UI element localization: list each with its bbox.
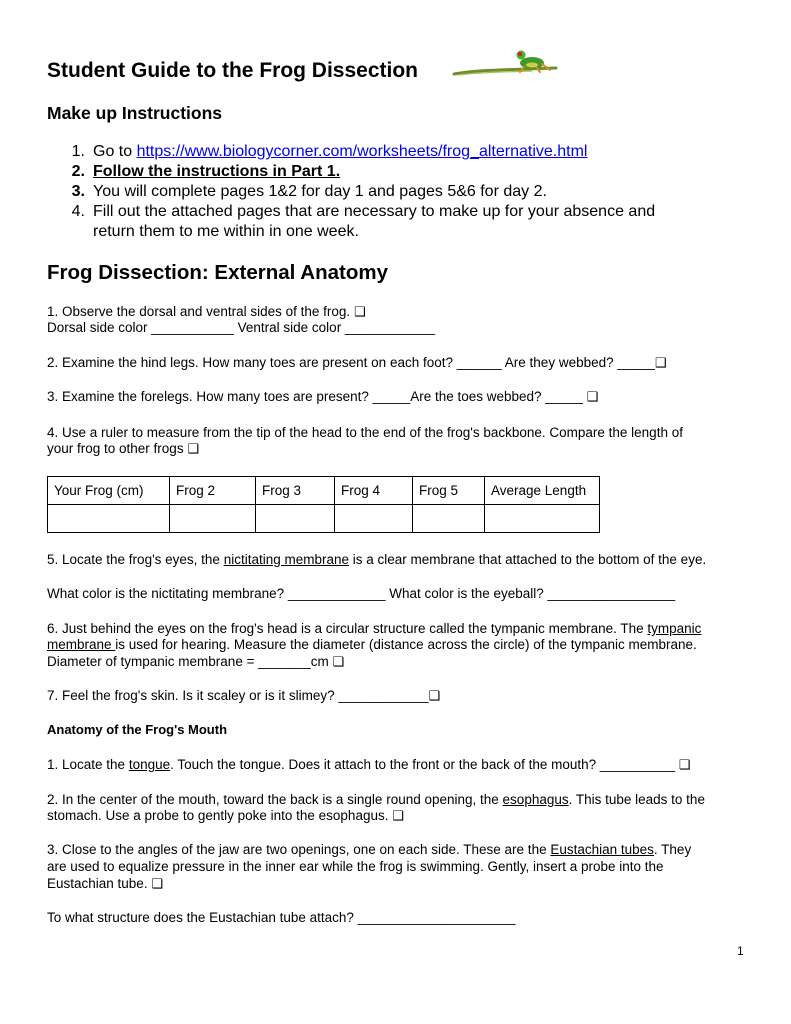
table-input-cell[interactable] bbox=[485, 505, 600, 533]
question-text: 6. Just behind the eyes on the frog's head is a circular structure called the tympanic membrane. The bbox=[47, 621, 648, 636]
makeup-list bbox=[47, 142, 747, 242]
question-text: is used for hearing. Measure the diameter (distance across the circle) of the tympanic membrane. bbox=[115, 637, 697, 652]
list-text: Fill out the attached pages that are necessary to make up for your absence and bbox=[93, 203, 656, 220]
table-header-row bbox=[48, 477, 600, 505]
table-input-cell[interactable] bbox=[48, 505, 170, 533]
checkbox-icon[interactable]: ❑ bbox=[678, 758, 691, 773]
list-item bbox=[47, 142, 747, 162]
question-text: is a clear membrane that attached to the bottom of the eye. bbox=[349, 552, 707, 567]
checkbox-icon[interactable]: ❑ bbox=[392, 809, 404, 824]
checkbox-icon[interactable]: ❑ bbox=[151, 877, 163, 892]
question-text: 1. Locate the bbox=[47, 757, 129, 772]
question-text: your frog to other frogs bbox=[47, 441, 184, 456]
table-input-cell[interactable] bbox=[256, 505, 335, 533]
question-text: 2. In the center of the mouth, toward the back is a single round opening, the bbox=[47, 792, 503, 807]
question-7 bbox=[47, 688, 440, 706]
table-header-cell: Frog 3 bbox=[256, 477, 335, 505]
mouth-question-3-continued-2 bbox=[47, 876, 163, 894]
list-item bbox=[47, 182, 747, 202]
section-heading-external: Frog Dissection: External Anatomy bbox=[47, 261, 388, 284]
table-input-cell[interactable] bbox=[335, 505, 413, 533]
question-6-answer-line bbox=[47, 654, 344, 672]
question-text: Eustachian tube. bbox=[47, 876, 148, 891]
question-text: 3. Examine the forelegs. How many toes are present? _____Are the toes webbed? _____ bbox=[47, 389, 583, 404]
makeup-heading: Make up Instructions bbox=[47, 103, 223, 123]
checkbox-icon[interactable]: ❑ bbox=[428, 689, 441, 704]
question-5 bbox=[47, 552, 706, 569]
mouth-question-3-continued: are used to equalize pressure in the inner ear while the frog is swimming. Gently, insert a probe into the bbox=[47, 859, 664, 874]
table-input-cell[interactable] bbox=[413, 505, 485, 533]
table-header-cell: Your Frog (cm) bbox=[48, 477, 170, 505]
list-text: You will complete pages 1&2 for day 1 and pages 5&6 for day 2. bbox=[93, 183, 547, 200]
table-header-cell: Frog 2 bbox=[170, 477, 256, 505]
key-term: tongue bbox=[128, 757, 171, 772]
list-number: 3. bbox=[71, 183, 85, 200]
list-number: 2. bbox=[71, 163, 85, 180]
list-text: Go to bbox=[93, 143, 137, 160]
list-number: 1. bbox=[71, 143, 85, 160]
list-number: 4. bbox=[71, 203, 85, 220]
mouth-question-1 bbox=[47, 757, 690, 775]
checkbox-icon[interactable]: ❑ bbox=[187, 442, 199, 457]
question-5-answer-line: What color is the nictitating membrane? _____________ What color is the eyeball? _________________ bbox=[47, 586, 676, 601]
checkbox-icon[interactable]: ❑ bbox=[654, 356, 667, 371]
question-text: stomach. Use a probe to gently poke into the esophagus. bbox=[47, 808, 389, 823]
question-text: 5. Locate the frog's eyes, the bbox=[47, 552, 224, 567]
question-6-continued bbox=[47, 637, 697, 654]
table-header-cell: Frog 4 bbox=[335, 477, 413, 505]
table-input-cell[interactable] bbox=[170, 505, 256, 533]
page-number: 1 bbox=[737, 944, 744, 958]
list-item bbox=[47, 202, 747, 242]
question-text: 2. Examine the hind legs. How many toes are present on each foot? ______ Are they webbed? _____ bbox=[47, 355, 655, 370]
question-text: . This tube leads to the bbox=[568, 792, 705, 807]
key-term: membrane bbox=[47, 637, 116, 652]
question-3 bbox=[47, 389, 598, 407]
mouth-question-4: To what structure does the Eustachian tube attach? _____________________ bbox=[47, 910, 516, 925]
question-text: 7. Feel the frog's skin. Is it scaley or is it slimey? ____________ bbox=[47, 688, 429, 703]
page-title: Student Guide to the Frog Dissection bbox=[47, 59, 419, 82]
list-text: Follow the instructions in Part 1. bbox=[93, 163, 341, 180]
question-2 bbox=[47, 355, 667, 373]
question-text: 1. Observe the dorsal and ventral sides of the frog. bbox=[47, 304, 351, 319]
key-term: tympanic bbox=[647, 621, 702, 636]
question-text: Diameter of tympanic membrane = _______cm bbox=[47, 654, 329, 669]
key-term: nictitating membrane bbox=[223, 552, 349, 567]
checkbox-icon[interactable]: ❑ bbox=[586, 390, 599, 405]
question-text: 3. Close to the angles of the jaw are two openings, one on each side. These are the bbox=[47, 842, 551, 857]
question-4: 4. Use a ruler to measure from the tip of the head to the end of the frog's backbone. Compare the length of bbox=[47, 425, 683, 440]
key-term: Eustachian tubes bbox=[550, 842, 654, 857]
question-6 bbox=[47, 621, 701, 638]
worksheet-link[interactable]: https://www.biologycorner.com/worksheets/frog_alternative.html bbox=[136, 143, 588, 160]
question-4-continued bbox=[47, 441, 199, 459]
mouth-question-2-continued bbox=[47, 808, 404, 826]
table-header-cell: Average Length bbox=[485, 477, 600, 505]
frog-icon bbox=[452, 48, 562, 84]
frog-length-table bbox=[47, 476, 600, 533]
list-text-continued: return them to me within in one week. bbox=[93, 223, 359, 240]
mouth-question-2 bbox=[47, 792, 705, 809]
checkbox-icon[interactable]: ❑ bbox=[353, 305, 366, 320]
checkbox-icon[interactable]: ❑ bbox=[332, 655, 345, 670]
section-heading-mouth: Anatomy of the Frog's Mouth bbox=[47, 722, 228, 737]
mouth-question-3 bbox=[47, 842, 691, 859]
key-term: esophagus bbox=[502, 792, 569, 807]
question-text: . They bbox=[653, 842, 692, 857]
question-text: . Touch the tongue. Does it attach to the front or the back of the mouth? __________ bbox=[170, 757, 675, 772]
table-row bbox=[48, 505, 600, 533]
question-1-answer-line: Dorsal side color ___________ Ventral side color ____________ bbox=[47, 320, 436, 335]
list-item bbox=[47, 162, 747, 182]
question-1 bbox=[47, 304, 366, 322]
table-header-cell: Frog 5 bbox=[413, 477, 485, 505]
